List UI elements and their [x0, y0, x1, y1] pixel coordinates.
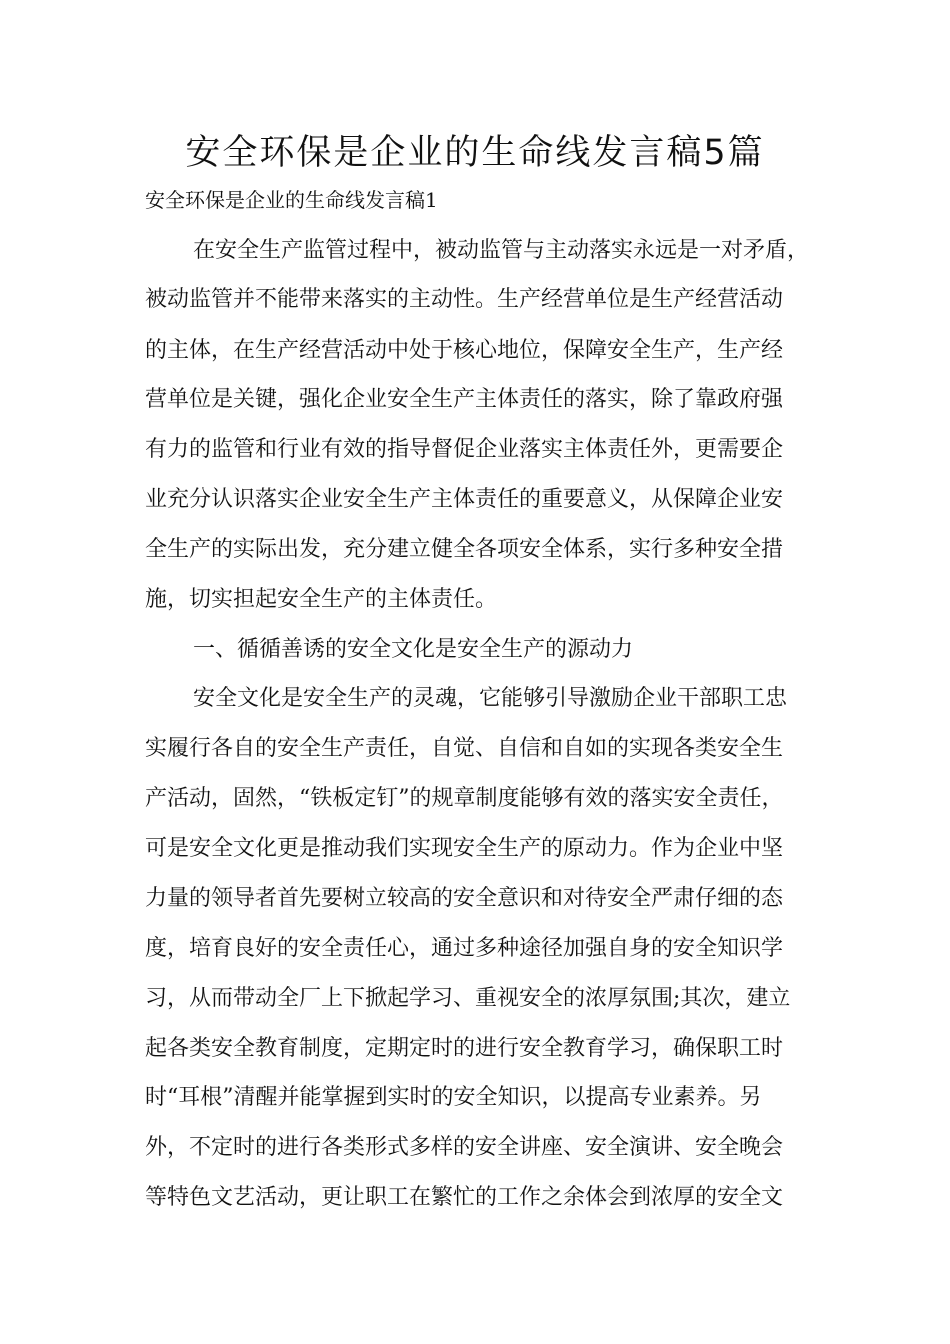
text-line: 有力的监管和行业有效的指导督促企业落实主体责任外，更需要企	[145, 437, 784, 462]
text-line: 时“耳根”清醒并能掌握到实时的安全知识，以提高专业素养。另	[145, 1085, 762, 1110]
document-title: 安全环保是企业的生命线发言稿5篇	[185, 133, 765, 173]
text-line: 力量的领导者首先要树立较高的安全意识和对待安全严肃仔细的态	[145, 886, 784, 911]
text-line: 施，切实担起安全生产的主体责任。	[145, 587, 498, 612]
section-heading: 安全环保是企业的生命线发言稿1	[145, 188, 438, 212]
text-line: 营单位是关键，强化企业安全生产主体责任的落实，除了靠政府强	[145, 387, 784, 412]
section-subheading: 一、循循善诱的安全文化是安全生产的源动力	[193, 637, 634, 662]
text-line: 度，培育良好的安全责任心，通过多种途径加强自身的安全知识学	[145, 936, 784, 961]
text-line: 被动监管并不能带来落实的主动性。生产经营单位是生产经营活动	[145, 287, 784, 312]
text-line: 外，不定时的进行各类形式多样的安全讲座、安全演讲、安全晚会	[145, 1135, 784, 1160]
text-line: 实履行各自的安全生产责任，自觉、自信和自如的实现各类安全生	[145, 736, 784, 761]
text-line: 产活动，固然，“铁板定钉”的规章制度能够有效的落实安全责任，	[145, 786, 784, 811]
text-line: 业充分认识落实企业安全生产主体责任的重要意义，从保障企业安	[145, 487, 784, 512]
text-line: 在安全生产监管过程中，被动监管与主动落实永远是一对矛盾，	[193, 238, 810, 263]
text-line: 全生产的实际出发，充分建立健全各项安全体系，实行多种安全措	[145, 537, 784, 562]
text-line: 安全文化是安全生产的灵魂，它能够引导激励企业干部职工忠	[193, 686, 788, 711]
text-line: 的主体，在生产经营活动中处于核心地位，保障安全生产，生产经	[145, 338, 784, 363]
text-line: 可是安全文化更是推动我们实现安全生产的原动力。作为企业中坚	[145, 836, 784, 861]
text-line: 等特色文艺活动，更让职工在繁忙的工作之余体会到浓厚的安全文	[145, 1185, 784, 1210]
text-line: 起各类安全教育制度，定期定时的进行安全教育学习，确保职工时	[145, 1036, 784, 1061]
text-line: 习，从而带动全厂上下掀起学习、重视安全的浓厚氛围;其次，建立	[145, 986, 791, 1011]
